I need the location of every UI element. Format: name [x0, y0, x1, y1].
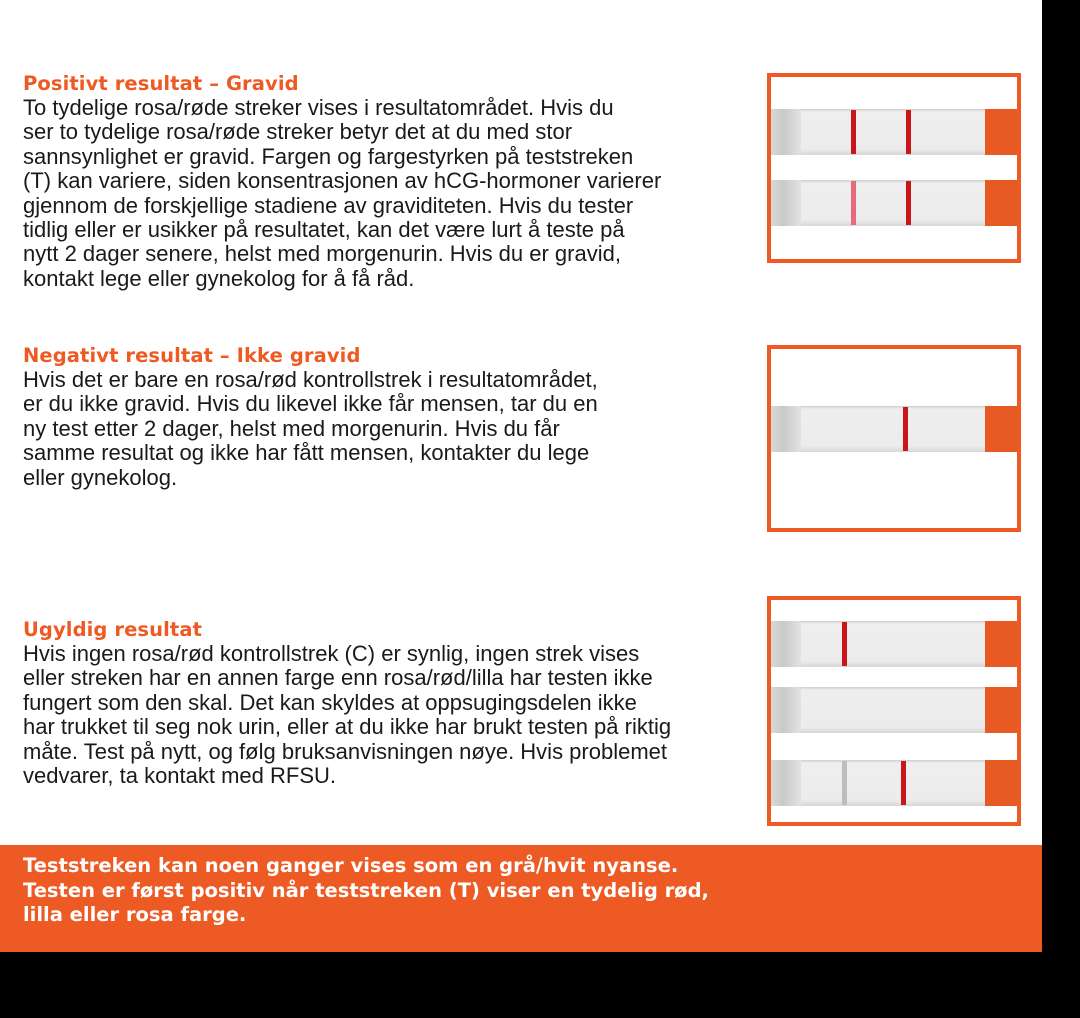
positive-test-illustration: [767, 73, 1021, 263]
note-banner: [0, 845, 1042, 952]
strip-grip: [771, 109, 801, 155]
strip-grip: [771, 621, 801, 667]
control-line: [906, 110, 911, 154]
positive-result-section: [23, 72, 753, 291]
strip-cap: [985, 180, 1017, 226]
test-strip: [771, 687, 1017, 733]
negative-result-title: Negativt resultat – Ikke gravid: [23, 344, 361, 367]
control-line: [901, 761, 906, 805]
test-line: [851, 110, 856, 154]
test-strip: [771, 406, 1017, 452]
positive-result-title: Positivt resultat – Gravid: [23, 72, 299, 95]
strip-cap: [985, 687, 1017, 733]
invalid-result-title: Ugyldig resultat: [23, 618, 202, 641]
test-strip: [771, 760, 1017, 806]
control-line: [906, 181, 911, 225]
grey-test-line: [842, 761, 847, 805]
test-strip: [771, 180, 1017, 226]
invalid-result-section: [23, 618, 753, 788]
strip-grip: [771, 180, 801, 226]
negative-test-illustration: [767, 345, 1021, 532]
strip-cap: [985, 760, 1017, 806]
note-banner-text: Teststreken kan noen ganger vises som en grå/hvit nyanse. Testen er først positiv når teststreken (T) viser en tydelig rød, lilla eller rosa farge.: [23, 854, 709, 926]
strip-cap: [985, 621, 1017, 667]
strip-grip: [771, 687, 801, 733]
strip-grip: [771, 406, 801, 452]
test-line-only: [842, 622, 847, 666]
strip-grip: [771, 760, 801, 806]
strip-cap: [985, 109, 1017, 155]
control-line: [903, 407, 908, 451]
test-strip: [771, 109, 1017, 155]
strip-cap: [985, 406, 1017, 452]
negative-result-text: Hvis det er bare en rosa/rød kontrollstrek i resultatområdet, er du ikke gravid. Hvis du likevel ikke får mensen, tar du en ny test etter 2 dager, helst med morgenurin. Hvis du får samme resultat og ikke har fått mensen, kontakter du lege eller gynekolog.: [23, 367, 598, 490]
test-strip: [771, 621, 1017, 667]
faint-test-line: [851, 181, 856, 225]
positive-result-text: To tydelige rosa/røde streker vises i resultatområdet. Hvis du ser to tydelige rosa/røde streker betyr det at du med stor sannsynlighet er gravid. Fargen og fargestyrken på teststreken (T) kan variere, siden konsentrasjonen av hCG-hormoner varierer gjennom de forskjellige stadiene av graviditeten. Hvis du tester tidlig eller er usikker på resultatet, kan det være lurt å teste på nytt 2 dager senere, helst med morgenurin. Hvis du er gravid, kontakt lege eller gynekolog for å få råd.: [23, 95, 662, 291]
invalid-test-illustration: [767, 596, 1021, 826]
negative-result-section: [23, 344, 753, 490]
invalid-result-text: Hvis ingen rosa/rød kontrollstrek (C) er synlig, ingen strek vises eller streken har en annen farge enn rosa/rød/lilla har testen ikke fungert som den skal. Det kan skyldes at oppsugingsdelen ikke har trukket til seg nok urin, eller at du ikke har brukt testen på riktig måte. Test på nytt, og følg bruksanvisningen nøye. Hvis problemet vedvarer, ta kontakt med RFSU.: [23, 641, 672, 789]
